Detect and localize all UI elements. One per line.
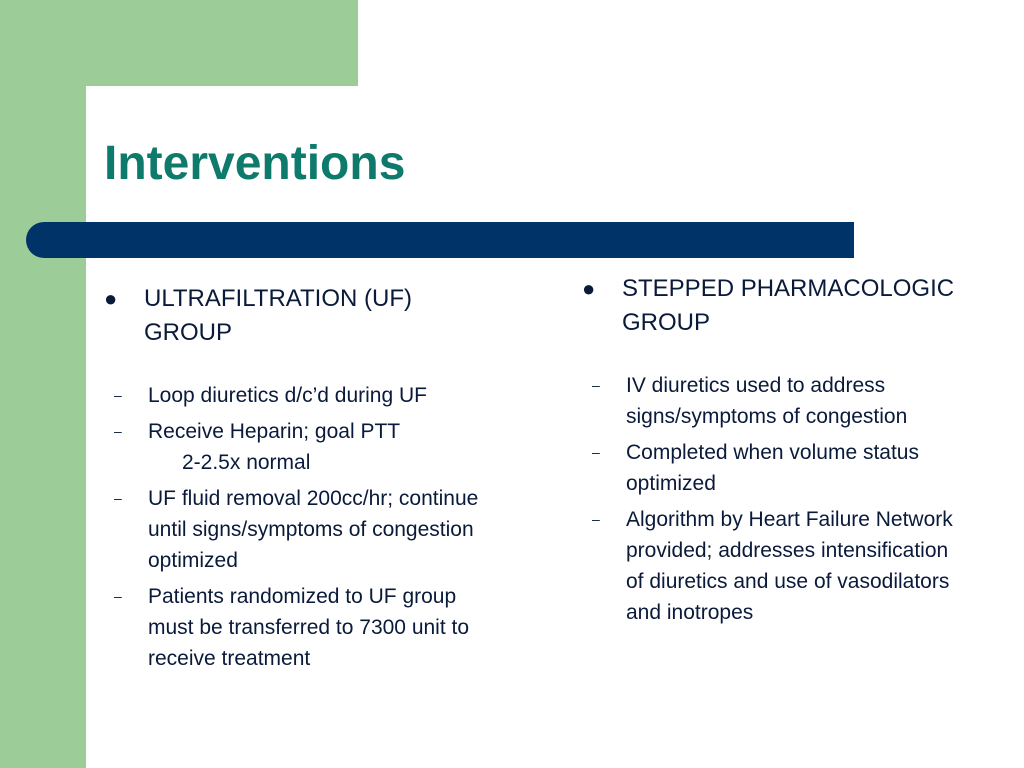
bullet-dot-icon: ● [582,276,596,301]
sub-item-continuation: 2-2.5x normal [182,451,311,474]
right-column [582,272,1012,633]
sub-item-text: Loop diuretics d/c’d during UF [148,384,427,407]
dash-icon: – [114,588,122,604]
title-underline-bar [26,222,854,258]
sub-item-text: IV diuretics used to address signs/symptoms of congestion [626,374,908,428]
sub-item [104,416,544,447]
slide-title: Interventions [104,137,406,190]
sub-item-text: UF fluid removal 200cc/hr; continue until signs/symptoms of congestion optimized [148,487,479,572]
sub-item-text: Patients randomized to UF group must be transferred to 7300 unit to receive treatment [148,585,470,670]
sub-item-text: Receive Heparin; goal PTT [148,420,401,443]
green-side-strip [0,0,86,768]
sub-item-text: Algorithm by Heart Failure Network provided; addresses intensification of diuretics and use of vasodilators and inotropes [626,508,953,624]
green-top-block [0,0,358,86]
dash-icon: – [592,511,600,527]
dash-icon: – [114,387,122,403]
sub-item [104,581,544,674]
left-heading: ULTRAFILTRATION (UF) GROUP [144,285,412,346]
sub-item [104,380,544,411]
left-column [104,282,544,679]
dash-icon: – [592,377,600,393]
right-heading: STEPPED PHARMACOLOGIC GROUP [622,275,955,336]
bullet-dot-icon: ● [104,286,118,311]
sub-item-text: Completed when volume status optimized [626,441,919,495]
dash-icon: – [114,490,122,506]
sub-item [104,483,544,576]
bullet-item [582,272,1012,340]
dash-icon: – [592,444,600,460]
right-sub-list [582,370,1012,628]
sub-item [582,370,1012,432]
dash-icon: – [114,423,122,439]
sub-item [582,504,1012,628]
left-sub-list [104,380,544,674]
bullet-item [104,282,544,350]
sub-item [582,437,1012,499]
